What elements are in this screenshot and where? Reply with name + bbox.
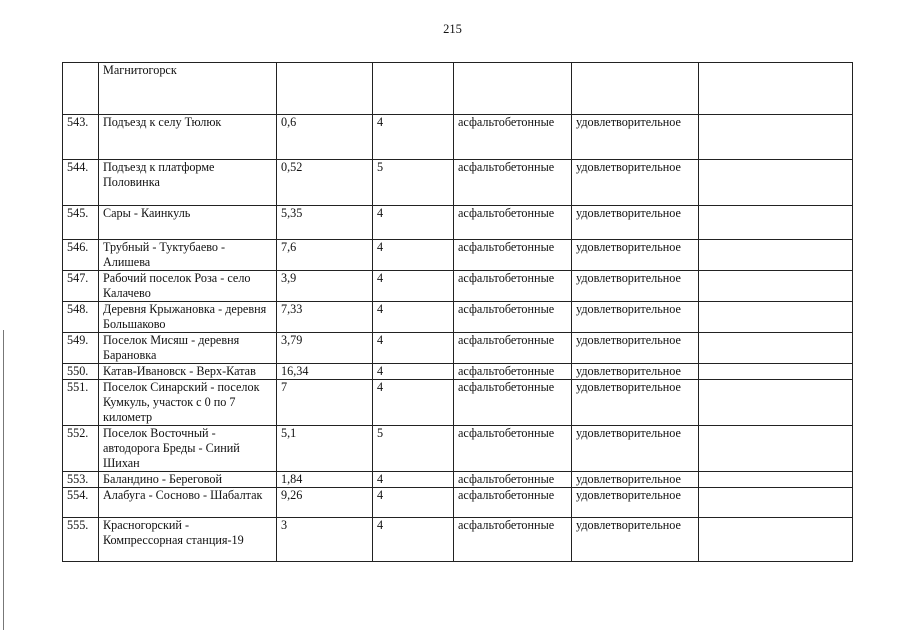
table-row — [63, 240, 853, 271]
condition-cell: удовлетворительное — [572, 240, 699, 271]
road-name-cell: Красногорский - Компрессорная станция-19 — [99, 518, 277, 562]
row-number-cell: 544. — [63, 160, 99, 206]
surface-cell — [454, 63, 572, 115]
table-row — [63, 160, 853, 206]
row-number-cell: 555. — [63, 518, 99, 562]
surface-cell: асфальтобетонные — [454, 364, 572, 380]
table-row — [63, 206, 853, 240]
note-cell — [699, 302, 853, 333]
table-row — [63, 488, 853, 518]
category-cell: 4 — [373, 115, 454, 160]
table-row — [63, 472, 853, 488]
row-number-cell: 547. — [63, 271, 99, 302]
condition-cell: удовлетворительное — [572, 488, 699, 518]
condition-cell: удовлетворительное — [572, 115, 699, 160]
category-cell: 4 — [373, 518, 454, 562]
length-cell: 5,1 — [277, 426, 373, 472]
road-name-cell: Катав-Ивановск - Верх-Катав — [99, 364, 277, 380]
length-cell: 7,6 — [277, 240, 373, 271]
table-row — [63, 364, 853, 380]
length-cell — [277, 63, 373, 115]
category-cell: 4 — [373, 364, 454, 380]
row-number-cell: 551. — [63, 380, 99, 426]
road-name-cell: Деревня Крыжановка - деревня Большаково — [99, 302, 277, 333]
road-name-cell: Рабочий поселок Роза - село Калачево — [99, 271, 277, 302]
length-cell: 3,79 — [277, 333, 373, 364]
category-cell: 5 — [373, 160, 454, 206]
category-cell: 4 — [373, 271, 454, 302]
row-number-cell: 543. — [63, 115, 99, 160]
note-cell — [699, 115, 853, 160]
category-cell: 4 — [373, 380, 454, 426]
road-name-cell: Баландино - Береговой — [99, 472, 277, 488]
category-cell: 4 — [373, 240, 454, 271]
note-cell — [699, 426, 853, 472]
length-cell: 7,33 — [277, 302, 373, 333]
category-cell: 4 — [373, 488, 454, 518]
note-cell — [699, 271, 853, 302]
length-cell: 3,9 — [277, 271, 373, 302]
roads-table-body — [63, 63, 853, 562]
roads-table — [62, 62, 853, 562]
scan-edge-line — [3, 330, 4, 630]
table-row — [63, 63, 853, 115]
condition-cell: удовлетворительное — [572, 160, 699, 206]
row-number-cell — [63, 63, 99, 115]
surface-cell: асфальтобетонные — [454, 488, 572, 518]
category-cell: 4 — [373, 206, 454, 240]
row-number-cell: 548. — [63, 302, 99, 333]
length-cell: 3 — [277, 518, 373, 562]
table-row — [63, 333, 853, 364]
surface-cell: асфальтобетонные — [454, 271, 572, 302]
road-name-cell: Трубный - Туктубаево - Алишева — [99, 240, 277, 271]
row-number-cell: 550. — [63, 364, 99, 380]
row-number-cell: 546. — [63, 240, 99, 271]
note-cell — [699, 160, 853, 206]
surface-cell: асфальтобетонные — [454, 240, 572, 271]
table-row — [63, 302, 853, 333]
surface-cell: асфальтобетонные — [454, 426, 572, 472]
length-cell: 7 — [277, 380, 373, 426]
length-cell: 0,52 — [277, 160, 373, 206]
length-cell: 5,35 — [277, 206, 373, 240]
surface-cell: асфальтобетонные — [454, 380, 572, 426]
surface-cell: асфальтобетонные — [454, 472, 572, 488]
road-name-cell: Подъезд к селу Тюлюк — [99, 115, 277, 160]
note-cell — [699, 63, 853, 115]
category-cell — [373, 63, 454, 115]
page-number: 215 — [443, 22, 462, 36]
condition-cell: удовлетворительное — [572, 380, 699, 426]
surface-cell: асфальтобетонные — [454, 115, 572, 160]
category-cell: 4 — [373, 302, 454, 333]
length-cell: 16,34 — [277, 364, 373, 380]
table-row — [63, 426, 853, 472]
note-cell — [699, 518, 853, 562]
condition-cell: удовлетворительное — [572, 472, 699, 488]
road-name-cell: Магнитогорск — [99, 63, 277, 115]
road-name-cell: Поселок Восточный - автодорога Бреды - Синий Шихан — [99, 426, 277, 472]
condition-cell: удовлетворительное — [572, 426, 699, 472]
category-cell: 5 — [373, 426, 454, 472]
road-name-cell: Поселок Мисяш - деревня Барановка — [99, 333, 277, 364]
condition-cell: удовлетворительное — [572, 271, 699, 302]
table-row — [63, 271, 853, 302]
row-number-cell: 553. — [63, 472, 99, 488]
category-cell: 4 — [373, 472, 454, 488]
road-name-cell: Сары - Каинкуль — [99, 206, 277, 240]
table-row — [63, 380, 853, 426]
note-cell — [699, 240, 853, 271]
surface-cell: асфальтобетонные — [454, 206, 572, 240]
length-cell: 0,6 — [277, 115, 373, 160]
condition-cell — [572, 63, 699, 115]
row-number-cell: 549. — [63, 333, 99, 364]
note-cell — [699, 488, 853, 518]
surface-cell: асфальтобетонные — [454, 302, 572, 333]
note-cell — [699, 333, 853, 364]
surface-cell: асфальтобетонные — [454, 518, 572, 562]
condition-cell: удовлетворительное — [572, 302, 699, 333]
row-number-cell: 545. — [63, 206, 99, 240]
condition-cell: удовлетворительное — [572, 364, 699, 380]
note-cell — [699, 472, 853, 488]
table-row — [63, 115, 853, 160]
road-name-cell: Поселок Синарский - поселок Кумкуль, участок с 0 по 7 километр — [99, 380, 277, 426]
note-cell — [699, 364, 853, 380]
note-cell — [699, 206, 853, 240]
category-cell: 4 — [373, 333, 454, 364]
condition-cell: удовлетворительное — [572, 518, 699, 562]
condition-cell: удовлетворительное — [572, 206, 699, 240]
row-number-cell: 554. — [63, 488, 99, 518]
length-cell: 9,26 — [277, 488, 373, 518]
surface-cell: асфальтобетонные — [454, 333, 572, 364]
surface-cell: асфальтобетонные — [454, 160, 572, 206]
table-row — [63, 518, 853, 562]
road-name-cell: Алабуга - Сосново - Шабалтак — [99, 488, 277, 518]
row-number-cell: 552. — [63, 426, 99, 472]
road-name-cell: Подъезд к платформе Половинка — [99, 160, 277, 206]
condition-cell: удовлетворительное — [572, 333, 699, 364]
length-cell: 1,84 — [277, 472, 373, 488]
note-cell — [699, 380, 853, 426]
